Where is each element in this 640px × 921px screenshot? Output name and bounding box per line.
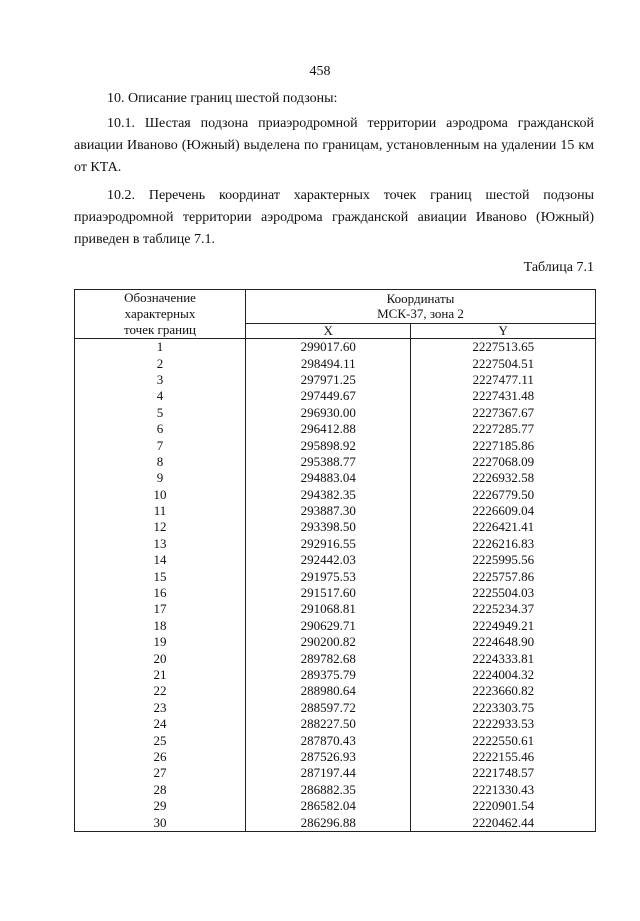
y-coordinate-cell: 2225757.86 — [411, 568, 596, 584]
table-row — [75, 552, 596, 568]
point-number-cell: 21 — [75, 667, 246, 683]
x-coordinate-cell: 289782.68 — [246, 650, 411, 666]
x-coordinate-cell: 288227.50 — [246, 716, 411, 732]
paragraph-10-2: 10.2. Перечень координат характерных точек границ шестой подзоны приаэродромной территории аэродрома гражданской авиации Иваново (Южный) приведен в таблице 7.1. — [74, 188, 594, 247]
y-coordinate-cell: 2227068.09 — [411, 454, 596, 470]
paragraph-10-1: 10.1. Шестая подзона приаэродромной территории аэродрома гражданской авиации Иваново (Южный) выделена по границам, установленным на удалении 15 км от КТА. — [74, 116, 594, 175]
x-coordinate-cell: 294382.35 — [246, 487, 411, 503]
header-coordinates-line-1: Координаты — [386, 291, 455, 307]
x-coordinate-cell: 295388.77 — [246, 454, 411, 470]
header-x: X — [246, 323, 411, 338]
table-row — [75, 782, 596, 798]
point-number-cell: 18 — [75, 618, 246, 634]
table-row — [75, 372, 596, 388]
x-coordinate-cell: 296412.88 — [246, 421, 411, 437]
x-coordinate-cell: 297971.25 — [246, 372, 411, 388]
y-coordinate-cell: 2222933.53 — [411, 716, 596, 732]
x-coordinate-cell: 291068.81 — [246, 601, 411, 617]
point-number-cell: 19 — [75, 634, 246, 650]
table-row — [75, 601, 596, 617]
y-coordinate-cell: 2225995.56 — [411, 552, 596, 568]
table-row — [75, 765, 596, 781]
table-row — [75, 814, 596, 831]
x-coordinate-cell: 295898.92 — [246, 437, 411, 453]
y-coordinate-cell: 2226932.58 — [411, 470, 596, 486]
point-number-cell: 24 — [75, 716, 246, 732]
table-row — [75, 437, 596, 453]
point-number-cell: 13 — [75, 536, 246, 552]
point-number-cell: 22 — [75, 683, 246, 699]
point-number-cell: 4 — [75, 388, 246, 404]
table-row — [75, 503, 596, 519]
point-number-cell: 2 — [75, 355, 246, 371]
table-row — [75, 405, 596, 421]
point-number-cell: 15 — [75, 568, 246, 584]
table-row — [75, 421, 596, 437]
table-row — [75, 388, 596, 404]
table-row — [75, 667, 596, 683]
x-coordinate-cell: 287870.43 — [246, 732, 411, 748]
x-coordinate-cell: 290629.71 — [246, 618, 411, 634]
point-number-cell: 20 — [75, 650, 246, 666]
header-point-line-2: характерных — [124, 306, 196, 321]
y-coordinate-cell: 2226421.41 — [411, 519, 596, 535]
table-row — [75, 650, 596, 666]
point-number-cell: 16 — [75, 585, 246, 601]
y-coordinate-cell: 2224648.90 — [411, 634, 596, 650]
x-coordinate-cell: 286296.88 — [246, 814, 411, 831]
y-coordinate-cell: 2227367.67 — [411, 405, 596, 421]
point-number-cell: 5 — [75, 405, 246, 421]
y-coordinate-cell: 2220462.44 — [411, 814, 596, 831]
point-number-cell: 9 — [75, 470, 246, 486]
coordinates-table — [74, 289, 596, 832]
header-point-line-1: Обозначение — [124, 290, 196, 305]
table-row — [75, 519, 596, 535]
header-coordinates — [246, 290, 596, 324]
y-coordinate-cell: 2221748.57 — [411, 765, 596, 781]
point-number-cell: 28 — [75, 782, 246, 798]
table-row — [75, 470, 596, 486]
table-row — [75, 536, 596, 552]
point-number-cell: 1 — [75, 339, 246, 356]
x-coordinate-cell: 287197.44 — [246, 765, 411, 781]
point-number-cell: 17 — [75, 601, 246, 617]
y-coordinate-cell: 2222155.46 — [411, 749, 596, 765]
table-row — [75, 798, 596, 814]
section-heading: 10. Описание границ шестой подзоны: — [107, 91, 338, 106]
point-number-cell: 26 — [75, 749, 246, 765]
table-row — [75, 568, 596, 584]
table-row — [75, 716, 596, 732]
header-point-designation — [75, 290, 246, 339]
x-coordinate-cell: 290200.82 — [246, 634, 411, 650]
point-number-cell: 25 — [75, 732, 246, 748]
x-coordinate-cell: 287526.93 — [246, 749, 411, 765]
x-coordinate-cell: 288980.64 — [246, 683, 411, 699]
x-coordinate-cell: 294883.04 — [246, 470, 411, 486]
table-row — [75, 700, 596, 716]
x-coordinate-cell: 291975.53 — [246, 568, 411, 584]
point-number-cell: 6 — [75, 421, 246, 437]
y-coordinate-cell: 2223303.75 — [411, 700, 596, 716]
x-coordinate-cell: 292916.55 — [246, 536, 411, 552]
y-coordinate-cell: 2226609.04 — [411, 503, 596, 519]
table-row — [75, 749, 596, 765]
y-coordinate-cell: 2225504.03 — [411, 585, 596, 601]
y-coordinate-cell: 2224949.21 — [411, 618, 596, 634]
y-coordinate-cell: 2227285.77 — [411, 421, 596, 437]
y-coordinate-cell: 2224333.81 — [411, 650, 596, 666]
y-coordinate-cell: 2226216.83 — [411, 536, 596, 552]
y-coordinate-cell: 2223660.82 — [411, 683, 596, 699]
y-coordinate-cell: 2225234.37 — [411, 601, 596, 617]
x-coordinate-cell: 296930.00 — [246, 405, 411, 421]
y-coordinate-cell: 2227185.86 — [411, 437, 596, 453]
y-coordinate-cell: 2227513.65 — [411, 339, 596, 356]
point-number-cell: 11 — [75, 503, 246, 519]
point-number-cell: 12 — [75, 519, 246, 535]
header-coordinates-line-2: МСК-37, зона 2 — [377, 306, 464, 322]
table-row — [75, 732, 596, 748]
y-coordinate-cell: 2220901.54 — [411, 798, 596, 814]
x-coordinate-cell: 293887.30 — [246, 503, 411, 519]
table-row — [75, 634, 596, 650]
x-coordinate-cell: 292442.03 — [246, 552, 411, 568]
point-number-cell: 30 — [75, 814, 246, 831]
table-row — [75, 487, 596, 503]
table-row — [75, 454, 596, 470]
y-coordinate-cell: 2226779.50 — [411, 487, 596, 503]
x-coordinate-cell: 286582.04 — [246, 798, 411, 814]
table-row — [75, 683, 596, 699]
x-coordinate-cell: 299017.60 — [246, 339, 411, 356]
table-caption: Таблица 7.1 — [523, 260, 594, 275]
table-body — [75, 339, 596, 832]
x-coordinate-cell: 291517.60 — [246, 585, 411, 601]
y-coordinate-cell: 2227504.51 — [411, 355, 596, 371]
point-number-cell: 8 — [75, 454, 246, 470]
x-coordinate-cell: 288597.72 — [246, 700, 411, 716]
point-number-cell: 10 — [75, 487, 246, 503]
point-number-cell: 29 — [75, 798, 246, 814]
point-number-cell: 23 — [75, 700, 246, 716]
table-row — [75, 585, 596, 601]
x-coordinate-cell: 297449.67 — [246, 388, 411, 404]
table-row — [75, 355, 596, 371]
header-y: Y — [411, 323, 596, 338]
y-coordinate-cell: 2227477.11 — [411, 372, 596, 388]
y-coordinate-cell: 2222550.61 — [411, 732, 596, 748]
table-row — [75, 618, 596, 634]
point-number-cell: 27 — [75, 765, 246, 781]
page-number: 458 — [309, 64, 331, 79]
header-point-line-3: точек границ — [123, 322, 197, 337]
point-number-cell: 14 — [75, 552, 246, 568]
x-coordinate-cell: 293398.50 — [246, 519, 411, 535]
x-coordinate-cell: 289375.79 — [246, 667, 411, 683]
x-coordinate-cell: 298494.11 — [246, 355, 411, 371]
x-coordinate-cell: 286882.35 — [246, 782, 411, 798]
y-coordinate-cell: 2221330.43 — [411, 782, 596, 798]
y-coordinate-cell: 2227431.48 — [411, 388, 596, 404]
y-coordinate-cell: 2224004.32 — [411, 667, 596, 683]
table-row — [75, 339, 596, 356]
point-number-cell: 7 — [75, 437, 246, 453]
point-number-cell: 3 — [75, 372, 246, 388]
